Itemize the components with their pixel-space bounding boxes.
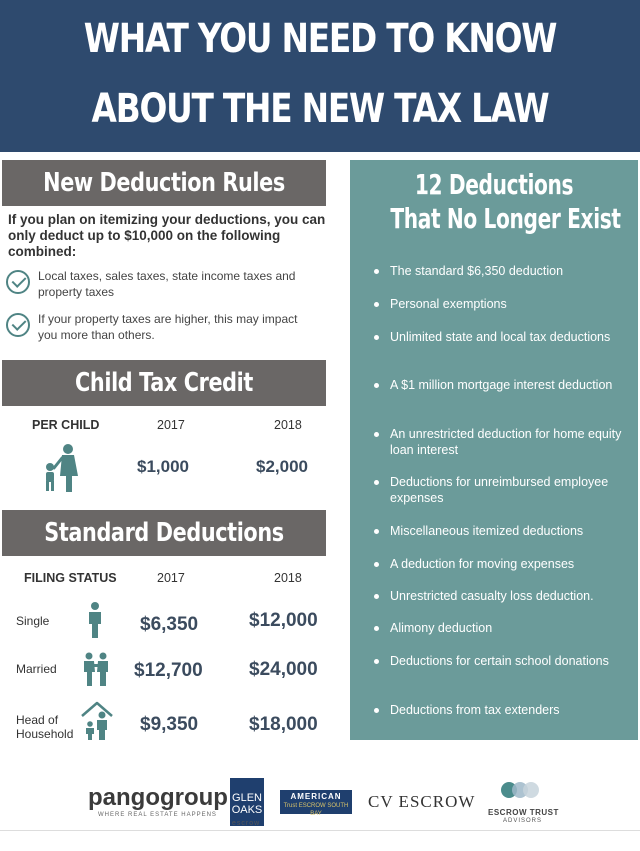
deduction-rule-bullet: If your property taxes are higher, this may impact you more than others.	[38, 312, 298, 342]
single-2017-value: $6,350	[140, 614, 199, 635]
married-2018-value: $24,000	[249, 659, 318, 680]
bullet-icon	[374, 708, 379, 713]
household-icon	[80, 700, 114, 740]
removed-deduction-item: Deductions for certain school donations	[390, 654, 609, 668]
per-child-label: PER CHILD	[32, 418, 100, 432]
removed-deduction-item: Deductions for unreimbursed employee expenses	[390, 475, 609, 505]
removed-deductions-panel	[350, 160, 638, 740]
parent-child-icon	[40, 442, 84, 492]
bullet-icon	[374, 432, 379, 437]
bullet-icon	[374, 626, 379, 631]
removed-deduction-item: Deductions from tax extenders	[390, 703, 560, 717]
pango-group-logo-text: pangogroup	[88, 784, 228, 811]
year-2017-label: 2017	[157, 571, 185, 585]
escrow-trust-circle-icon	[523, 782, 539, 798]
american-trust-escrow-logo	[280, 790, 352, 817]
removed-deduction-item: A $1 million mortgage interest deduction	[390, 378, 613, 392]
filing-status-row-label: Married	[16, 662, 57, 676]
bullet-icon	[374, 529, 379, 534]
deduction-rules-intro: If you plan on itemizing your deductions, you can only deduct up to $10,000 on the following combined:	[8, 212, 326, 259]
head-of-household-2017-value: $9,350	[140, 714, 199, 735]
year-2018-label: 2018	[274, 418, 302, 432]
child-credit-2018-value: $2,000	[256, 457, 308, 476]
married-couple-icon	[82, 652, 110, 686]
bullet-icon	[374, 659, 379, 664]
pango-group-tagline: WHERE REAL ESTATE HAPPENS	[98, 812, 217, 818]
cv-escrow-logo: CV ESCROW	[368, 792, 476, 811]
removed-deduction-item: Unrestricted casualty loss deduction.	[390, 589, 594, 603]
single-2018-value: $12,000	[249, 610, 318, 631]
child-tax-credit-title: Child Tax Credit	[75, 368, 253, 398]
filing-status-row-label: Head of Household	[16, 713, 74, 741]
escrow-trust-logo-text: ESCROW TRUST	[488, 808, 559, 817]
header-title-line1: WHAT YOU NEED TO KNOW	[83, 16, 557, 62]
child-credit-2017-value: $1,000	[137, 457, 189, 476]
year-2017-label: 2017	[157, 418, 185, 432]
checkmark-icon	[6, 313, 30, 337]
header-title-line2: ABOUT THE NEW TAX LAW	[91, 86, 549, 132]
bullet-icon	[374, 269, 379, 274]
year-2018-label: 2018	[274, 571, 302, 585]
bullet-icon	[374, 302, 379, 307]
bullet-icon	[374, 562, 379, 567]
filing-status-row-label: Single	[16, 614, 50, 628]
footer-divider	[0, 830, 640, 851]
removed-deductions-title-line2: That No Longer Exist	[390, 202, 621, 235]
removed-deduction-item: Alimony deduction	[390, 621, 493, 635]
removed-deduction-item: Unlimited state and local tax deductions	[390, 330, 611, 344]
bullet-icon	[374, 383, 379, 388]
escrow-trust-logo-subtitle: ADVISORS	[503, 818, 543, 824]
filing-status-label: FILING STATUS	[24, 571, 117, 585]
single-person-icon	[87, 602, 103, 638]
pango-group-logo	[88, 784, 228, 812]
removed-deduction-item: A deduction for moving expenses	[390, 557, 575, 571]
married-2017-value: $12,700	[134, 660, 203, 681]
standard-deductions-header	[2, 510, 326, 556]
removed-deduction-item: Miscellaneous itemized deductions	[390, 524, 584, 538]
bullet-icon	[374, 594, 379, 599]
deduction-rule-bullet: Local taxes, sales taxes, state income taxes and property taxes	[38, 269, 296, 299]
removed-deduction-item: Personal exemptions	[390, 297, 507, 311]
standard-deductions-title: Standard Deductions	[44, 518, 284, 548]
glen-oaks-escrow-logo: GLEN OAKS	[230, 778, 264, 826]
american-trust-logo-subtitle: Trust ESCROW SOUTH BAY	[283, 803, 349, 817]
removed-deduction-item: An unrestricted deduction for home equity loan interest	[390, 427, 622, 457]
head-of-household-2018-value: $18,000	[249, 714, 318, 735]
sponsor-logos	[0, 770, 640, 830]
deduction-rules-title: New Deduction Rules	[43, 168, 285, 198]
bullet-icon	[374, 335, 379, 340]
american-trust-logo-text: AMERICAN	[290, 792, 342, 801]
child-tax-credit-header	[2, 360, 326, 406]
bullet-icon	[374, 480, 379, 485]
removed-deduction-item: The standard $6,350 deduction	[390, 264, 564, 278]
header-banner	[0, 0, 640, 152]
deduction-rules-header	[2, 160, 326, 206]
glen-oaks-escrow-subtitle: escrow	[232, 820, 261, 827]
removed-deductions-title-line1: 12 Deductions	[414, 168, 574, 201]
checkmark-icon	[6, 270, 30, 294]
